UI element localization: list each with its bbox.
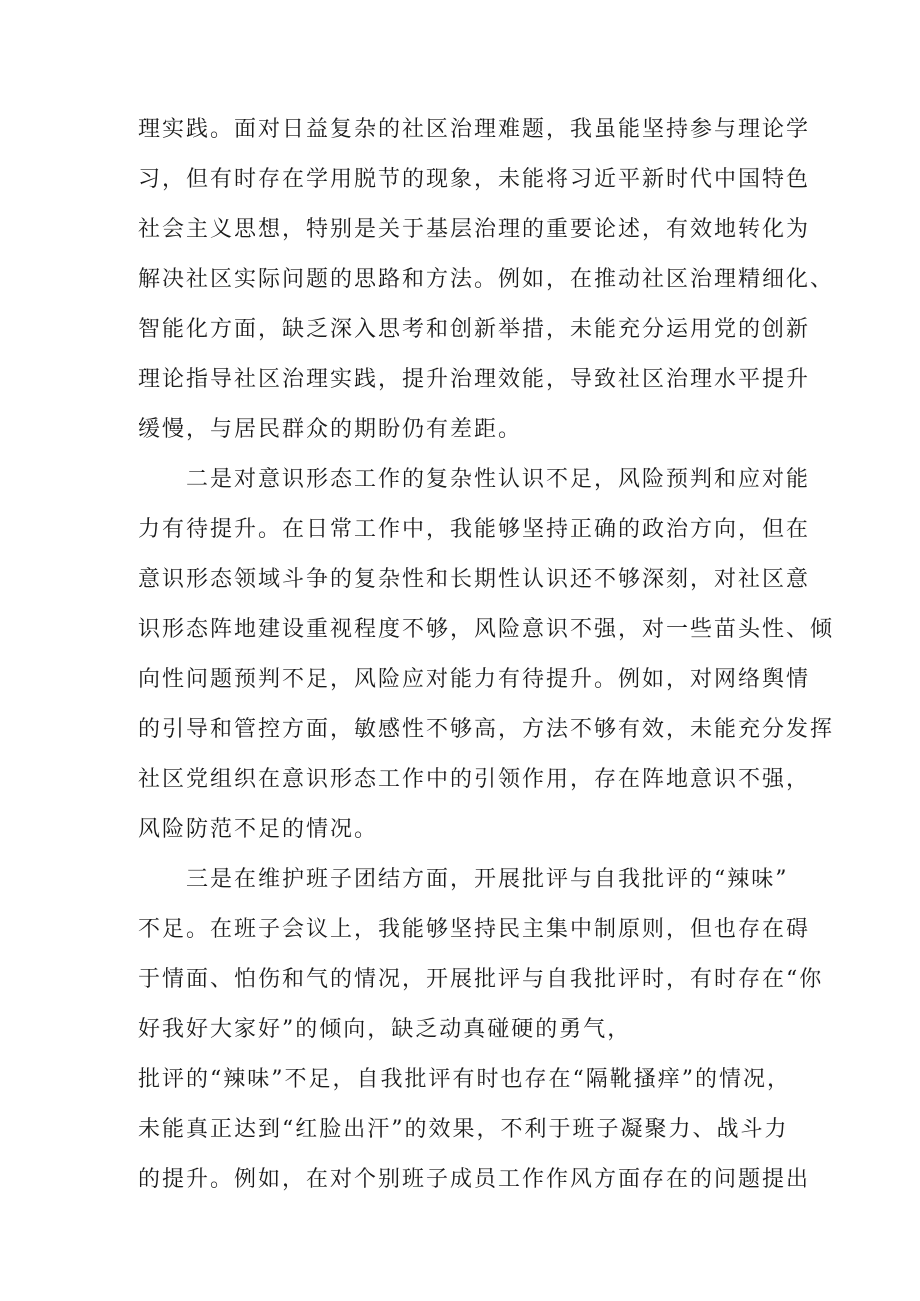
text-line: 不足。在班子会议上，我能够坚持民主集中制原则，但也存在碍: [138, 917, 811, 942]
text-line: 习，但有时存在学用脱节的现象，未能将习近平新时代中国特色: [138, 167, 811, 192]
paragraph-start-line: 三是在维护班子团结方面，开展批评与自我批评的“辣味”: [186, 867, 789, 892]
text-line: 于情面、怕伤和气的情况，开展批评与自我批评时，有时存在“你: [138, 967, 824, 992]
text-line: 力有待提升。在日常工作中，我能够坚持正确的政治方向，但在: [138, 517, 811, 542]
text-line: 风险防范不足的情况。: [138, 817, 379, 842]
text-line: 向性问题预判不足，风险应对能力有待提升。例如，对网络舆情: [138, 667, 811, 692]
text-line: 识形态阵地建设重视程度不够，风险意识不强，对一些苗头性、倾: [138, 617, 835, 642]
text-line: 意识形态领域斗争的复杂性和长期性认识还不够深刻，对社区意: [138, 567, 811, 592]
text-line: 的引导和管控方面，敏感性不够高，方法不够有效，未能充分发挥: [138, 717, 835, 742]
text-line: 社区党组织在意识形态工作中的引领作用，存在阵地意识不强，: [138, 767, 811, 792]
text-line: 理实践。面对日益复杂的社区治理难题，我虽能坚持参与理论学: [138, 117, 811, 142]
text-line: 的提升。例如，在对个别班子成员工作作风方面存在的问题提出: [138, 1167, 811, 1192]
text-line: 解决社区实际问题的思路和方法。例如，在推动社区治理精细化、: [138, 267, 835, 292]
text-line: 理论指导社区治理实践，提升治理效能，导致社区治理水平提升: [138, 367, 811, 392]
text-line: 社会主义思想，特别是关于基层治理的重要论述，有效地转化为: [138, 217, 811, 242]
text-line: 智能化方面，缺乏深入思考和创新举措，未能充分运用党的创新: [138, 317, 811, 342]
paragraph-start-line: 二是对意识形态工作的复杂性认识不足，风险预判和应对能: [186, 467, 811, 492]
text-line: 未能真正达到“红脸出汗”的效果，不利于班子凝聚力、战斗力: [138, 1117, 789, 1142]
text-line: 缓慢，与居民群众的期盼仍有差距。: [138, 417, 523, 442]
text-line: 批评的“辣味”不足，自我批评有时也存在“隔靴搔痒”的情况，: [138, 1067, 791, 1092]
text-line: 好我好大家好”的倾向，缺乏动真碰硬的勇气，: [138, 1017, 632, 1042]
